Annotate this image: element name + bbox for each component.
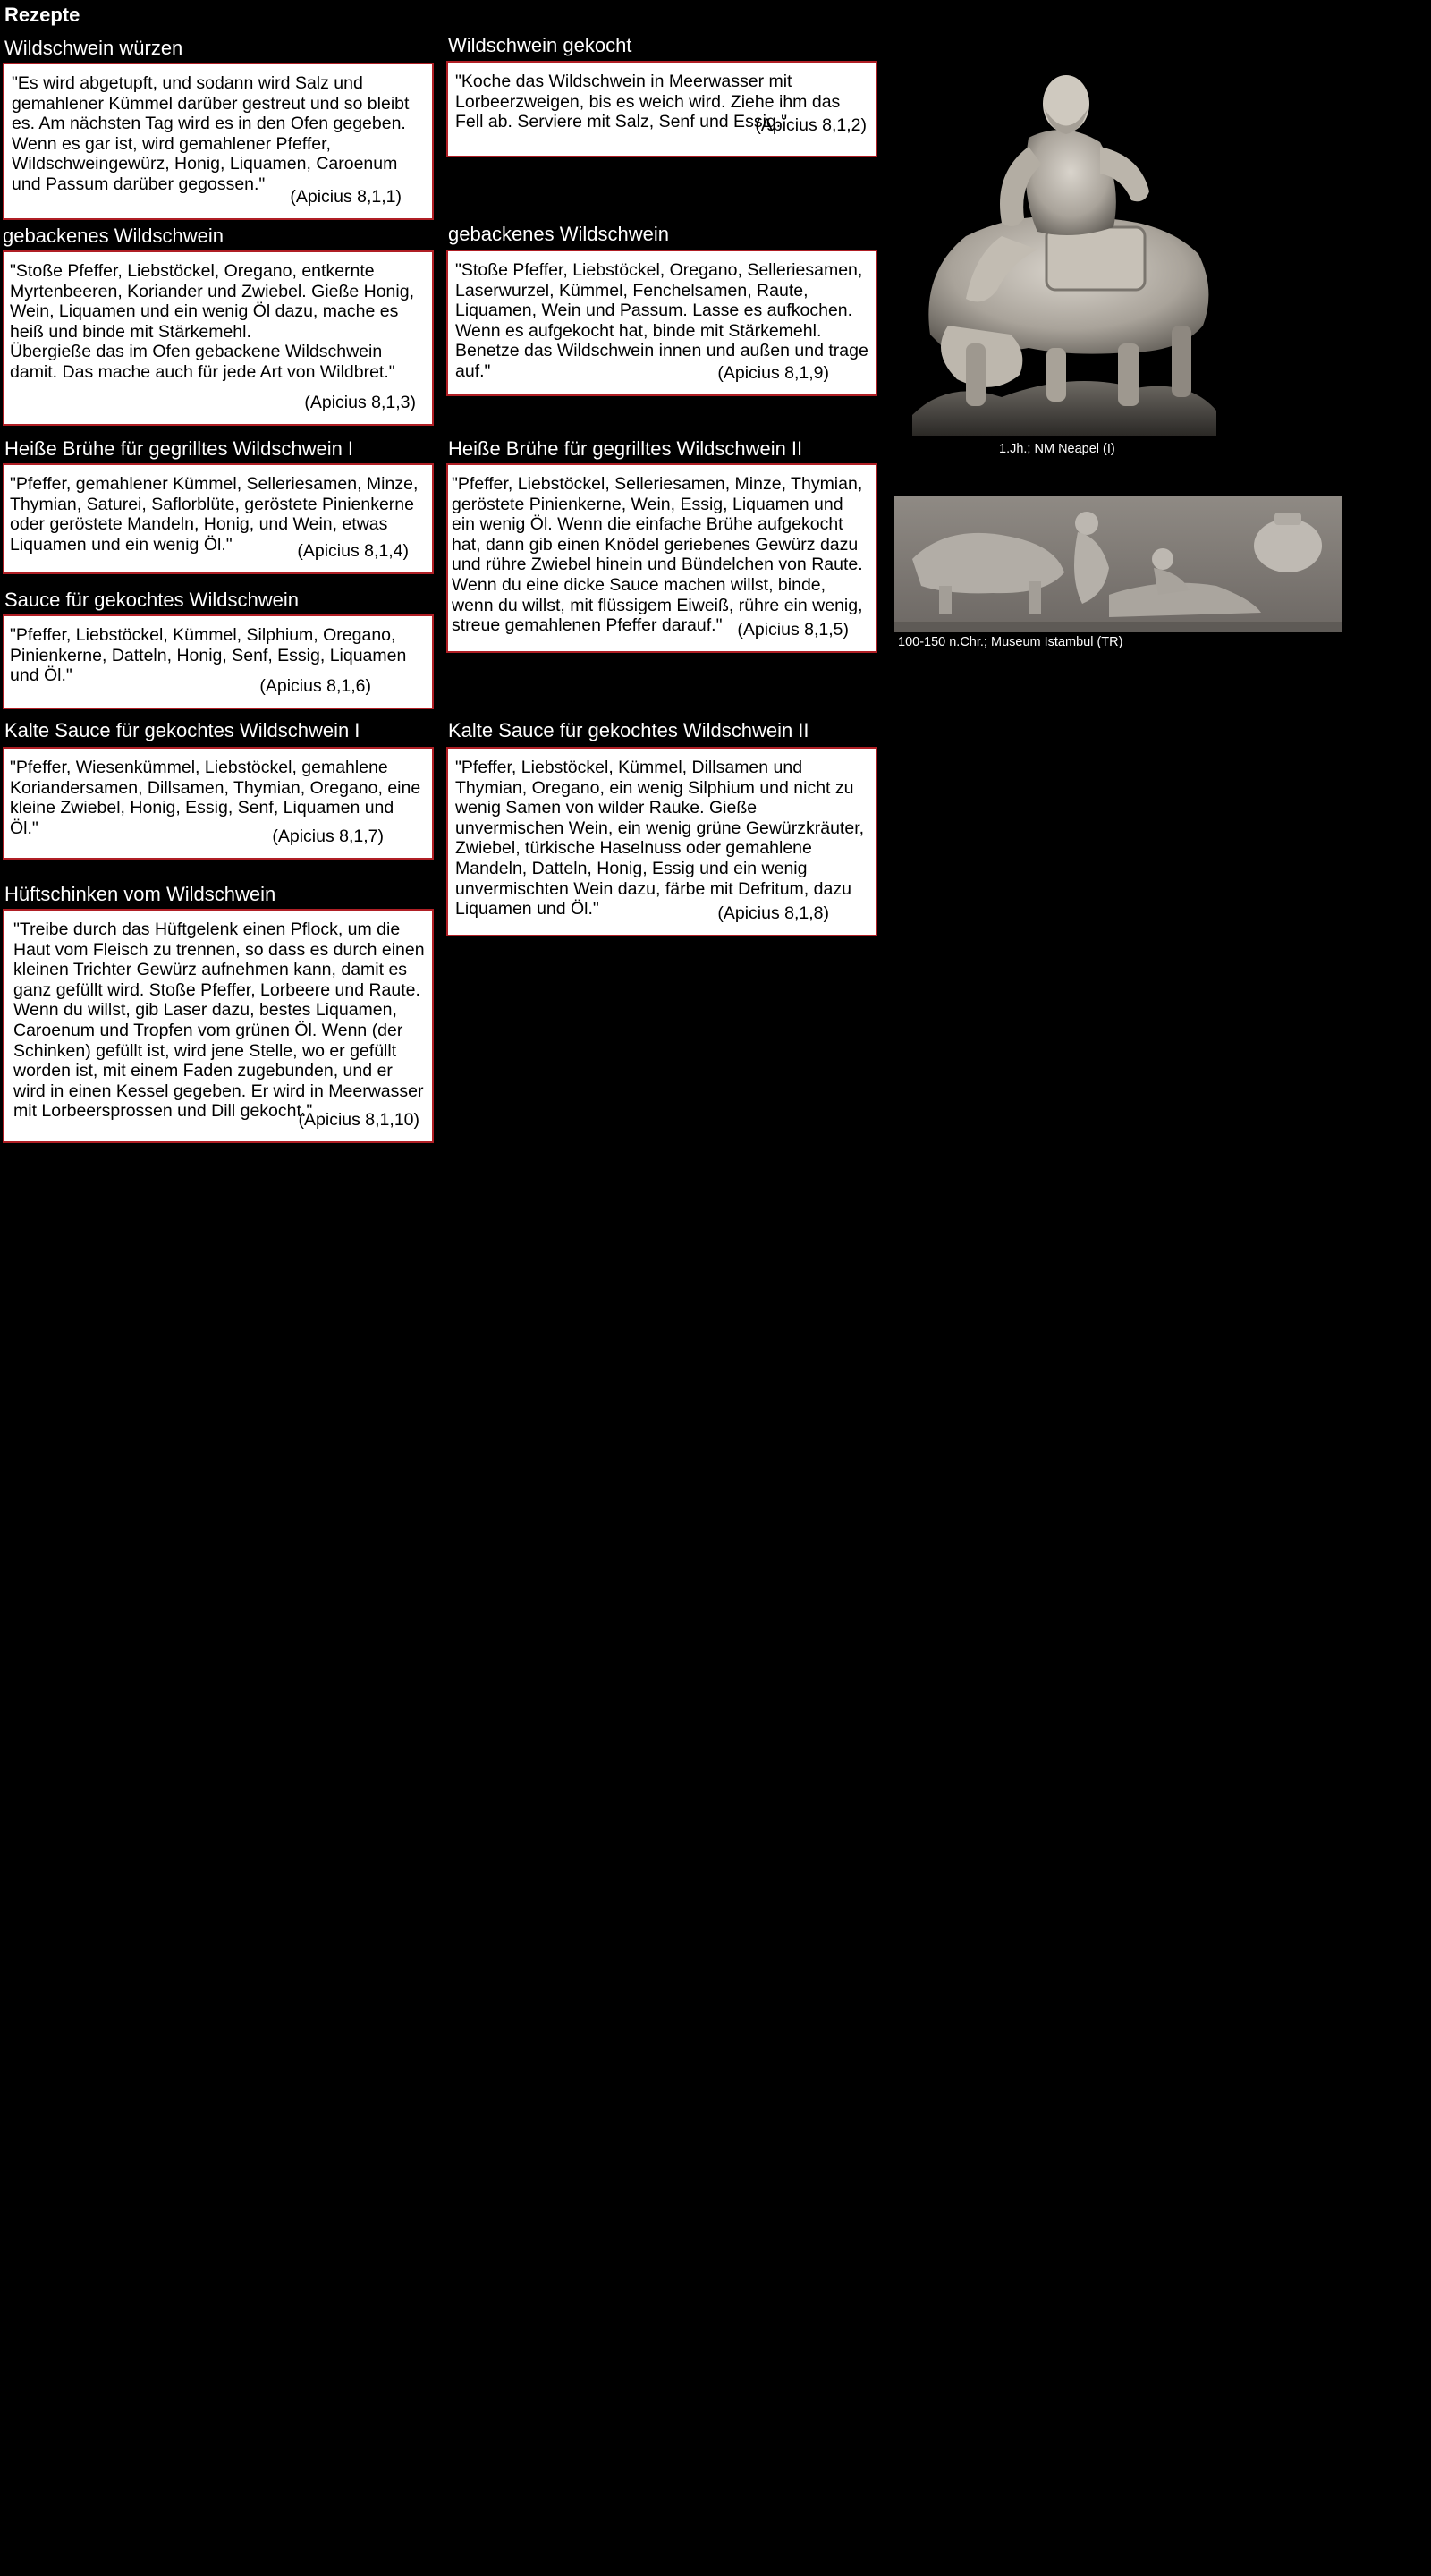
relief-caption: 100-150 n.Chr.; Museum Istambul (TR)	[898, 635, 1123, 649]
heading-gekocht: Wildschwein gekocht	[448, 34, 632, 56]
recipe-box-bruehe-2	[446, 463, 877, 653]
recipe-box-wuerzen	[3, 63, 434, 220]
heading-kalt-1: Kalte Sauce für gekochtes Wildschwein I	[4, 719, 360, 741]
recipe-text-kalt-1: "Pfeffer, Wiesenkümmel, Liebstöckel, gemahlene Koriandersamen, Dillsamen, Thymian, Oregano, eine kleine Zwiebel, Honig, Essig, Senf, Liquamen und Öl."	[10, 758, 421, 838]
recipe-text-sauce: "Pfeffer, Liebstöckel, Kümmel, Silphium, Oregano, Pinienkerne, Datteln, Honig, Senf, Essig, Liquamen und Öl."	[10, 625, 407, 686]
recipe-citation-gebacken-2: (Apicius 8,1,9)	[717, 363, 829, 384]
statue-illustration	[894, 57, 1225, 436]
recipe-box-sauce	[3, 614, 434, 709]
heading-schinken: Hüftschinken vom Wildschwein	[4, 883, 276, 905]
page-title: Rezepte	[4, 4, 80, 26]
relief-image	[894, 496, 1342, 632]
recipe-text-schinken: "Treibe durch das Hüftgelenk einen Pflock, um die Haut vom Fleisch zu trennen, so dass es durch einen kleinen Trichter Gewürz aufnehmen kann, damit es ganz gefüllt wird. Stoße Pfeffer, Lorbeere und Raute. Wenn du willst, gib Laser dazu, bestes Liquamen, Caroenum und Tropfen vom grünen Öl. Wenn (der Schinken) gefüllt ist, wird jene Stelle, wo er gefüllt worden ist, mit einem Faden zugebunden, und er wird in einen Kessel gegeben. Er wird in Meerwasser mit Lorbeersprossen und Dill gekocht."	[13, 919, 425, 1122]
recipe-text-bruehe-1: "Pfeffer, gemahlener Kümmel, Selleriesamen, Minze, Thymian, Saturei, Saflorblüte, geröstete Pinienkerne oder geröstete Mandeln, Honig, und Wein, etwas Liquamen und ein wenig Öl."	[10, 474, 419, 555]
recipe-text-gekocht: "Koche das Wildschwein in Meerwasser mit Lorbeerzweigen, bis es weich wird. Ziehe ihm das Fell ab. Serviere mit Salz, Senf und Essig."	[455, 72, 841, 132]
recipe-citation-bruehe-2: (Apicius 8,1,5)	[737, 620, 849, 640]
heading-gebacken-1: gebackenes Wildschwein	[3, 225, 224, 247]
recipe-text-bruehe-2: "Pfeffer, Liebstöckel, Selleriesamen, Minze, Thymian, geröstete Pinienkerne, Wein, Essig, Liquamen und ein wenig Öl. Wenn die einfache Brühe aufgekocht hat, dann gib einen Knödel geriebenes Gewürz dazu und rühre Zwiebel hinein und Bündelchen von Raute. Wenn du eine dicke Sauce machen willst, binde, wenn du willst, mit flüssigem Eiweiß, rühre ein wenig, streue gemahlenen Pfeffer darauf."	[452, 474, 863, 636]
statue-image	[894, 57, 1225, 436]
recipe-citation-kalt-2: (Apicius 8,1,8)	[717, 903, 829, 924]
recipe-citation-wuerzen: (Apicius 8,1,1)	[290, 187, 402, 208]
heading-wuerzen: Wildschwein würzen	[4, 37, 183, 59]
recipe-box-kalt-1	[3, 747, 434, 860]
recipe-box-gebacken-1	[3, 250, 434, 426]
recipe-box-kalt-2	[446, 747, 877, 936]
recipe-citation-kalt-1: (Apicius 8,1,7)	[272, 826, 384, 847]
relief-illustration	[894, 496, 1342, 632]
heading-kalt-2: Kalte Sauce für gekochtes Wildschwein II	[448, 719, 809, 741]
recipe-citation-sauce: (Apicius 8,1,6)	[259, 676, 371, 697]
heading-sauce: Sauce für gekochtes Wildschwein	[4, 589, 299, 611]
recipe-text-gebacken-2: "Stoße Pfeffer, Liebstöckel, Oregano, Selleriesamen, Laserwurzel, Kümmel, Fenchelsamen, Raute, Liquamen, Wein und Passum. Lasse es aufkochen. Wenn es aufgekocht hat, binde mit Stärkemehl. Benetze das Wildschwein innen und außen und trage auf."	[455, 260, 868, 381]
heading-bruehe-1: Heiße Brühe für gegrilltes Wildschwein I	[4, 437, 354, 460]
recipe-citation-gebacken-1: (Apicius 8,1,3)	[304, 393, 416, 413]
recipe-citation-bruehe-1: (Apicius 8,1,4)	[297, 541, 409, 562]
recipe-text-kalt-2: "Pfeffer, Liebstöckel, Kümmel, Dillsamen und Thymian, Oregano, ein wenig Silphium und nicht zu wenig Samen von wilder Rauke. Gieße unvermischen Wein, ein wenig grüne Gewürzkräuter, Zwiebel, türkische Haselnuss oder gemahlene Mandeln, Datteln, Honig, Essig und ein wenig unvermischten Wein dazu, färbe mit Defritum, dazu Liquamen und Öl."	[455, 758, 865, 919]
heading-bruehe-2: Heiße Brühe für gegrilltes Wildschwein II	[448, 437, 803, 460]
recipe-box-bruehe-1	[3, 463, 434, 574]
recipe-citation-schinken: (Apicius 8,1,10)	[298, 1110, 419, 1131]
statue-caption: 1.Jh.; NM Neapel (I)	[999, 442, 1115, 456]
recipe-box-gebacken-2	[446, 250, 877, 396]
recipe-box-gekocht	[446, 61, 877, 157]
heading-gebacken-2: gebackenes Wildschwein	[448, 223, 670, 245]
recipe-text-wuerzen: "Es wird abgetupft, und sodann wird Salz und gemahlener Kümmel darüber gestreut und so bleibt es. Am nächsten Tag wird es in den Ofen gegeben. Wenn es gar ist, wird gemahlener Pfeffer, Wildschweingewürz, Honig, Liquamen, Caroenum und Passum darüber gegossen."	[12, 73, 410, 194]
recipe-box-schinken	[3, 909, 434, 1143]
recipe-citation-gekocht: (Apicius 8,1,2)	[755, 115, 867, 136]
recipe-text-gebacken-1: "Stoße Pfeffer, Liebstöckel, Oregano, entkernte Myrtenbeeren, Koriander und Zwiebel. Gieße Honig, Wein, Liquamen und ein wenig Öl dazu, mache es heiß und binde mit Stärkemehl. Übergieße das im Ofen gebackene Wildschwein damit. Das mache auch für jede Art von Wildbret."	[10, 261, 414, 382]
